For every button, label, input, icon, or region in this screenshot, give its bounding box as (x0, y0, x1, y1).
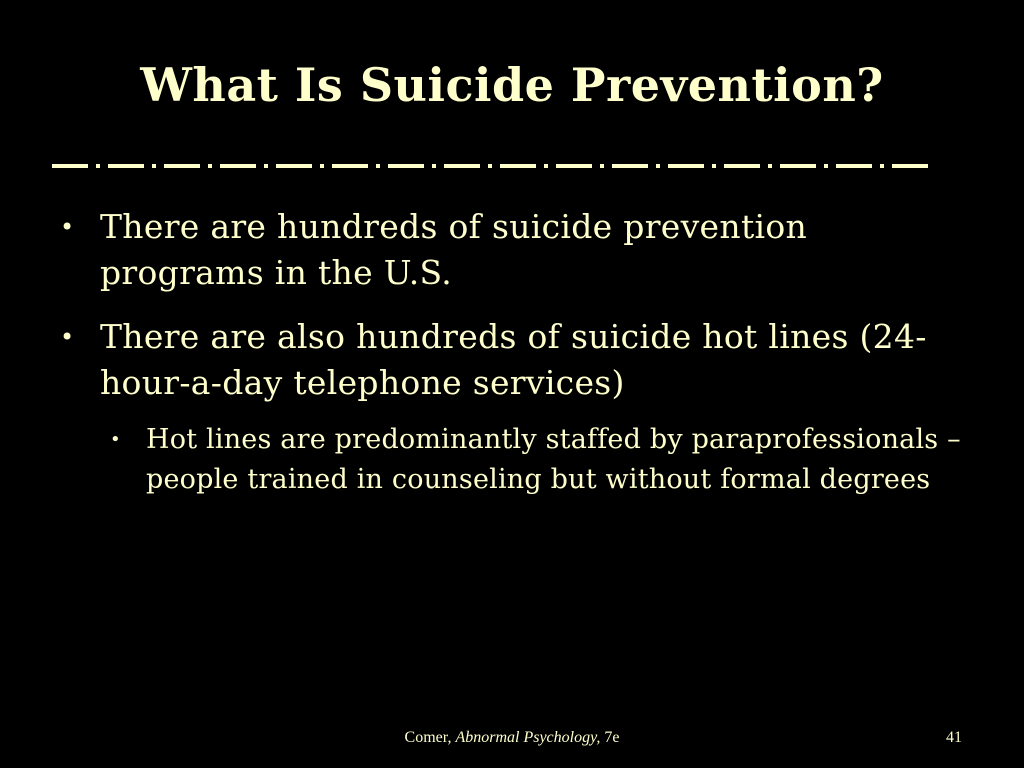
footer-author: Comer, (404, 729, 456, 746)
divider-dash (780, 164, 816, 168)
divider-dot (96, 164, 100, 168)
divider-dot (824, 164, 828, 168)
divider-dash (668, 164, 704, 168)
divider-dash (444, 164, 480, 168)
divider-dash (836, 164, 872, 168)
sub-bullet-item (110, 420, 970, 500)
divider-dot (320, 164, 324, 168)
divider-dash (276, 164, 312, 168)
divider-dot (768, 164, 772, 168)
divider-dot (656, 164, 660, 168)
bullet-icon: • (110, 429, 121, 450)
divider-dash (556, 164, 592, 168)
bullet-icon: • (60, 323, 75, 351)
divider-dot (544, 164, 548, 168)
divider-dot (432, 164, 436, 168)
divider-dot (712, 164, 716, 168)
page-number: 41 (946, 729, 962, 746)
divider-dash (612, 164, 648, 168)
footer-edition: 7e (600, 729, 620, 746)
slide-content (60, 204, 970, 500)
divider-dot (152, 164, 156, 168)
footer-book-title: Abnormal Psychology, (455, 729, 601, 746)
divider-dash (220, 164, 256, 168)
divider-dash (164, 164, 200, 168)
divider-dot (488, 164, 492, 168)
divider-dash (388, 164, 424, 168)
divider-dash (332, 164, 368, 168)
footer-citation (0, 729, 1024, 747)
divider-dash (724, 164, 760, 168)
divider-dash (52, 164, 88, 168)
divider-dash (108, 164, 144, 168)
divider-dot (880, 164, 884, 168)
bullet-icon: • (60, 213, 75, 241)
divider-dot (264, 164, 268, 168)
slide-title: What Is Suicide Prevention? (140, 58, 884, 112)
bullet-text: There are hundreds of suicide prevention programs in the U.S. (100, 207, 808, 292)
title-divider (52, 158, 972, 174)
divider-dot (208, 164, 212, 168)
sub-bullet-text: Hot lines are predominantly staffed by paraprofessionals – people trained in counseling but without formal degrees (146, 424, 961, 495)
divider-dot (600, 164, 604, 168)
divider-dash (892, 164, 928, 168)
bullet-item (60, 204, 970, 296)
divider-dash (500, 164, 536, 168)
bullet-item (60, 314, 970, 406)
bullet-text: There are also hundreds of suicide hot lines (24-hour-a-day telephone services) (100, 317, 927, 402)
divider-dot (376, 164, 380, 168)
